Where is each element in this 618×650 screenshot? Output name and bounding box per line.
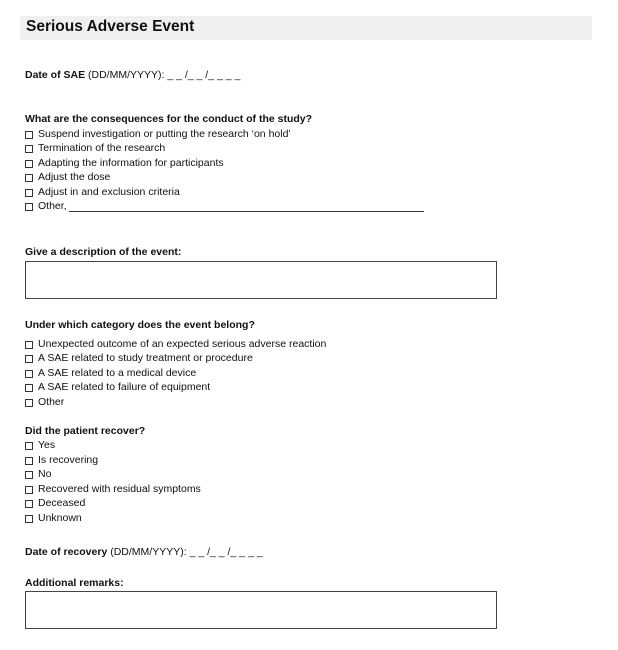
checkbox[interactable] (25, 189, 33, 197)
sae-date-label: Date of SAE (25, 69, 86, 81)
checkbox[interactable] (25, 131, 33, 139)
recovery-option[interactable] (25, 483, 201, 496)
recovery-option[interactable] (25, 439, 55, 452)
remarks-textbox[interactable] (25, 591, 497, 629)
consequences-question: What are the consequences for the conduct of the study? (25, 113, 313, 125)
category-option-label: Unexpected outcome of an expected serious adverse reaction (38, 338, 327, 350)
checkbox[interactable] (25, 471, 33, 479)
category-option[interactable] (25, 338, 326, 351)
checkbox[interactable] (25, 341, 33, 349)
consequence-option-label: Suspend investigation or putting the research ‘on hold’ (38, 128, 291, 140)
checkbox[interactable] (25, 203, 33, 211)
consequence-option-label: Adapting the information for participants (38, 157, 224, 169)
consequence-option-other[interactable] (25, 200, 424, 213)
consequence-option[interactable] (25, 157, 224, 170)
recovery-option[interactable] (25, 497, 85, 510)
checkbox[interactable] (25, 145, 33, 153)
category-option-label: A SAE related to a medical device (38, 367, 197, 379)
category-option[interactable] (25, 367, 196, 380)
recovery-question: Did the patient recover? (25, 425, 146, 437)
category-option-label: A SAE related to failure of equipment (38, 381, 211, 393)
recovery-option[interactable] (25, 512, 82, 525)
recovery-date-field[interactable]: _ _ /_ _ /_ _ _ _ (189, 546, 263, 558)
checkbox[interactable] (25, 515, 33, 523)
form-title: Serious Adverse Event (26, 18, 195, 35)
checkbox[interactable] (25, 355, 33, 363)
consequence-option[interactable] (25, 142, 165, 155)
description-question: Give a description of the event: (25, 246, 182, 258)
sae-date-field[interactable]: _ _ /_ _ /_ _ _ _ (167, 69, 241, 81)
consequence-option-label: Other, (38, 200, 67, 212)
checkbox[interactable] (25, 399, 33, 407)
checkbox[interactable] (25, 442, 33, 450)
recovery-option-label: Recovered with residual symptoms (38, 483, 201, 495)
recovery-option[interactable] (25, 454, 98, 467)
form-header (20, 16, 592, 40)
category-option[interactable] (25, 352, 253, 365)
recovery-option[interactable] (25, 468, 51, 481)
recovery-date-format: (DD/MM/YYYY): (110, 546, 187, 558)
checkbox[interactable] (25, 500, 33, 508)
remarks-question: Additional remarks: (25, 577, 124, 589)
checkbox[interactable] (25, 384, 33, 392)
sae-date-row (25, 69, 240, 82)
recovery-option-label: Unknown (38, 512, 82, 524)
consequence-option[interactable] (25, 186, 180, 199)
checkbox[interactable] (25, 457, 33, 465)
category-option[interactable] (25, 396, 64, 409)
category-option-label: A SAE related to study treatment or procedure (38, 352, 253, 364)
description-textbox[interactable] (25, 261, 497, 299)
checkbox[interactable] (25, 486, 33, 494)
checkbox[interactable] (25, 370, 33, 378)
category-option-label: Other (38, 396, 65, 408)
checkbox[interactable] (25, 160, 33, 168)
recovery-option-label: No (38, 468, 52, 480)
other-text-line[interactable] (69, 202, 424, 212)
consequence-option[interactable] (25, 171, 110, 184)
recovery-option-label: Is recovering (38, 454, 99, 466)
recovery-date-row (25, 546, 263, 559)
sae-date-format: (DD/MM/YYYY): (88, 69, 165, 81)
consequence-option-label: Adjust the dose (38, 171, 111, 183)
consequence-option[interactable] (25, 128, 291, 141)
recovery-option-label: Yes (38, 439, 56, 451)
consequence-option-label: Adjust in and exclusion criteria (38, 186, 180, 198)
recovery-date-label: Date of recovery (25, 546, 108, 558)
category-question: Under which category does the event belong? (25, 319, 255, 331)
recovery-option-label: Deceased (38, 497, 86, 509)
consequence-option-label: Termination of the research (38, 142, 166, 154)
checkbox[interactable] (25, 174, 33, 182)
category-option[interactable] (25, 381, 210, 394)
